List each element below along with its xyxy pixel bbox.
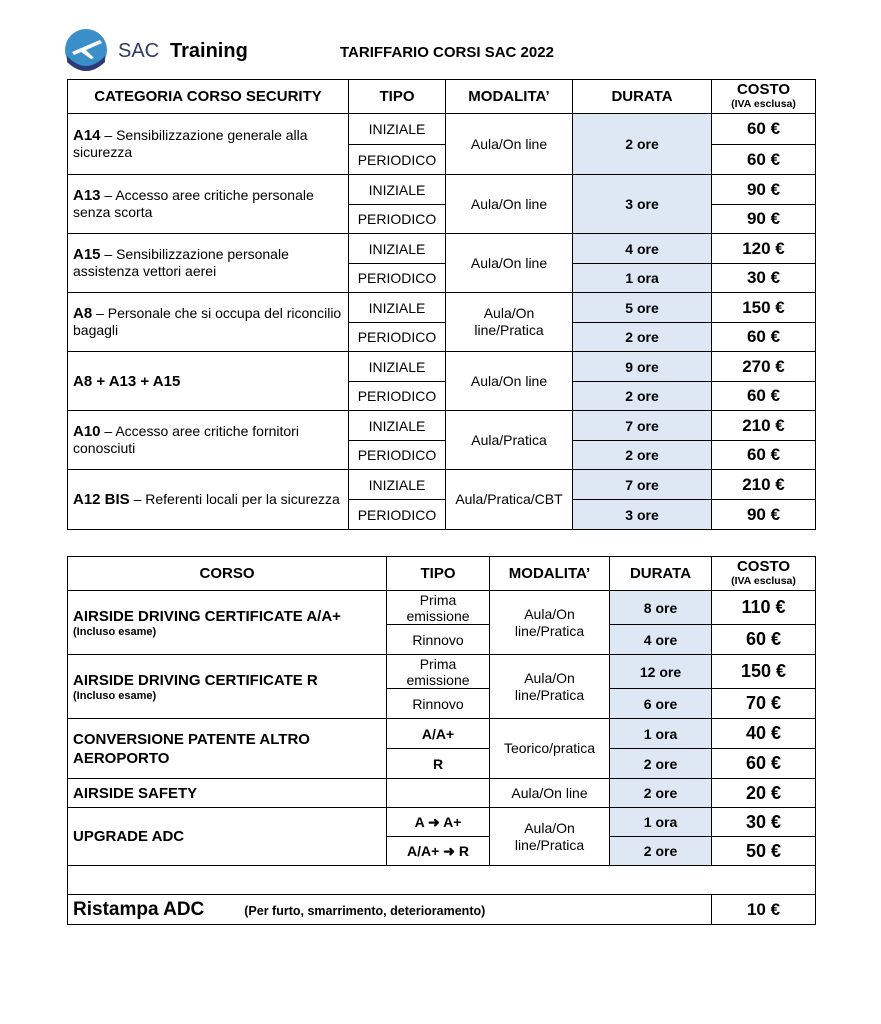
- course-name: UPGRADE ADC: [68, 808, 387, 866]
- tipo-cell: INIZIALE: [349, 411, 446, 441]
- table-row: [68, 175, 816, 205]
- durata-cell: 1 ora: [573, 264, 712, 293]
- modalita-cell: Aula/On line: [446, 234, 573, 293]
- course-category: A15 – Sensibilizzazione personale assistenza vettori aerei: [68, 234, 349, 293]
- costo-cell: 210 €: [712, 470, 816, 500]
- tipo-cell: PERIODICO: [349, 382, 446, 411]
- spacer-row: [68, 866, 816, 895]
- costo-cell: 90 €: [712, 500, 816, 530]
- tipo-cell: A/A+: [387, 719, 490, 749]
- table-row: [68, 719, 816, 749]
- header-costo: COSTO (IVA esclusa): [712, 80, 816, 114]
- modalita-cell: Teorico/pratica: [490, 719, 610, 779]
- header-corso: CORSO: [68, 557, 387, 591]
- header-durata: DURATA: [610, 557, 712, 591]
- costo-cell: 60 €: [712, 625, 816, 655]
- tipo-cell: PERIODICO: [349, 205, 446, 234]
- costo-cell: 60 €: [712, 382, 816, 411]
- empty-cell: [68, 866, 816, 895]
- costo-cell: 60 €: [712, 441, 816, 470]
- course-category: A14 – Sensibilizzazione generale alla sicurezza: [68, 114, 349, 175]
- course-category: A8 + A13 + A15: [68, 352, 349, 411]
- modalita-cell: Aula/On line/Pratica: [490, 655, 610, 719]
- tipo-cell: INIZIALE: [349, 234, 446, 264]
- table-row: [68, 234, 816, 264]
- costo-cell: 60 €: [712, 145, 816, 175]
- durata-cell: 2 ore: [610, 837, 712, 866]
- durata-cell: 7 ore: [573, 411, 712, 441]
- durata-cell: 4 ore: [610, 625, 712, 655]
- page-header: [64, 28, 824, 76]
- tipo-cell: [387, 779, 490, 808]
- table-row: [68, 808, 816, 837]
- table-row: [68, 352, 816, 382]
- tipo-cell: A/A+ ➜ R: [387, 837, 490, 866]
- costo-cell: 210 €: [712, 411, 816, 441]
- modalita-cell: Aula/On line: [490, 779, 610, 808]
- costo-cell: 150 €: [712, 293, 816, 323]
- brand-training: Training: [170, 40, 248, 62]
- costo-cell: 30 €: [712, 264, 816, 293]
- ristampa-cell: [68, 895, 712, 925]
- tipo-cell: PERIODICO: [349, 323, 446, 352]
- costo-cell: 90 €: [712, 175, 816, 205]
- table-row: [68, 470, 816, 500]
- durata-cell: 1 ora: [610, 719, 712, 749]
- costo-cell: 20 €: [712, 779, 816, 808]
- course-name: CONVERSIONE PATENTE ALTRO AEROPORTO: [68, 719, 387, 779]
- brand-name: SAC: [118, 40, 160, 62]
- durata-cell: 6 ore: [610, 689, 712, 719]
- table-row: [68, 655, 816, 689]
- table-header-row: [68, 80, 816, 114]
- airplane-logo-icon: [64, 28, 108, 72]
- tipo-cell: PERIODICO: [349, 264, 446, 293]
- modalita-cell: Aula/On line/Pratica: [490, 591, 610, 655]
- course-category: A12 BIS – Referenti locali per la sicurezza: [68, 470, 349, 530]
- modalita-cell: Aula/Pratica: [446, 411, 573, 470]
- table-header-row: [68, 557, 816, 591]
- costo-cell: 60 €: [712, 749, 816, 779]
- tipo-cell: INIZIALE: [349, 175, 446, 205]
- durata-cell: 2 ore: [573, 382, 712, 411]
- durata-cell: 3 ore: [573, 175, 712, 234]
- header-modalita: MODALITA’: [490, 557, 610, 591]
- course-category: A13 – Accesso aree critiche personale senza scorta: [68, 175, 349, 234]
- modalita-cell: Aula/On line/Pratica: [490, 808, 610, 866]
- durata-cell: 5 ore: [573, 293, 712, 323]
- costo-cell: 50 €: [712, 837, 816, 866]
- table-row: [68, 293, 816, 323]
- durata-cell: 2 ore: [573, 114, 712, 175]
- costo-cell: 90 €: [712, 205, 816, 234]
- costo-cell: 60 €: [712, 114, 816, 145]
- table-row: [68, 114, 816, 145]
- tipo-cell: INIZIALE: [349, 470, 446, 500]
- modalita-cell: Aula/On line: [446, 114, 573, 175]
- table-row: [68, 591, 816, 625]
- course-category: A10 – Accesso aree critiche fornitori conosciuti: [68, 411, 349, 470]
- durata-cell: 2 ore: [573, 323, 712, 352]
- durata-cell: 12 ore: [610, 655, 712, 689]
- costo-cell: 70 €: [712, 689, 816, 719]
- costo-cell: 10 €: [712, 895, 816, 925]
- modalita-cell: Aula/On line: [446, 352, 573, 411]
- header-tipo: TIPO: [349, 80, 446, 114]
- course-name: AIRSIDE DRIVING CERTIFICATE A/A+ (Incluso esame): [68, 591, 387, 655]
- tipo-cell: Rinnovo: [387, 625, 490, 655]
- modalita-cell: Aula/On line: [446, 175, 573, 234]
- course-category: A8 – Personale che si occupa del riconcilio bagagli: [68, 293, 349, 352]
- table-row: [68, 779, 816, 808]
- costo-cell: 60 €: [712, 323, 816, 352]
- course-name: AIRSIDE DRIVING CERTIFICATE R (Incluso esame): [68, 655, 387, 719]
- header-tipo: TIPO: [387, 557, 490, 591]
- durata-cell: 8 ore: [610, 591, 712, 625]
- costo-cell: 40 €: [712, 719, 816, 749]
- security-courses-table: [67, 79, 816, 530]
- costo-cell: 110 €: [712, 591, 816, 625]
- header-costo: COSTO (IVA esclusa): [712, 557, 816, 591]
- costo-cell: 150 €: [712, 655, 816, 689]
- tipo-cell: INIZIALE: [349, 114, 446, 145]
- modalita-cell: Aula/Pratica/CBT: [446, 470, 573, 530]
- tipo-cell: Prima emissione: [387, 655, 490, 689]
- course-name: AIRSIDE SAFETY: [68, 779, 387, 808]
- ristampa-title: Ristampa ADC: [73, 898, 205, 920]
- tipo-cell: INIZIALE: [349, 293, 446, 323]
- durata-cell: 9 ore: [573, 352, 712, 382]
- ristampa-note: (Per furto, smarrimento, deterioramento): [244, 903, 486, 918]
- tipo-cell: R: [387, 749, 490, 779]
- costo-cell: 30 €: [712, 808, 816, 837]
- tipo-cell: PERIODICO: [349, 500, 446, 530]
- header-modalita: MODALITA’: [446, 80, 573, 114]
- table-row: [68, 895, 816, 925]
- header-durata: DURATA: [573, 80, 712, 114]
- durata-cell: 7 ore: [573, 470, 712, 500]
- durata-cell: 2 ore: [610, 749, 712, 779]
- tipo-cell: PERIODICO: [349, 145, 446, 175]
- driving-courses-table: [67, 556, 816, 925]
- modalita-cell: Aula/On line/Pratica: [446, 293, 573, 352]
- costo-cell: 270 €: [712, 352, 816, 382]
- costo-cell: 120 €: [712, 234, 816, 264]
- tipo-cell: Prima emissione: [387, 591, 490, 625]
- durata-cell: 3 ore: [573, 500, 712, 530]
- table-row: [68, 411, 816, 441]
- document-title: TARIFFARIO CORSI SAC 2022: [340, 44, 554, 61]
- tipo-cell: Rinnovo: [387, 689, 490, 719]
- durata-cell: 4 ore: [573, 234, 712, 264]
- tipo-cell: PERIODICO: [349, 441, 446, 470]
- tipo-cell: A ➜ A+: [387, 808, 490, 837]
- durata-cell: 1 ora: [610, 808, 712, 837]
- tipo-cell: INIZIALE: [349, 352, 446, 382]
- durata-cell: 2 ore: [610, 779, 712, 808]
- durata-cell: 2 ore: [573, 441, 712, 470]
- header-categoria: CATEGORIA CORSO SECURITY: [68, 80, 349, 114]
